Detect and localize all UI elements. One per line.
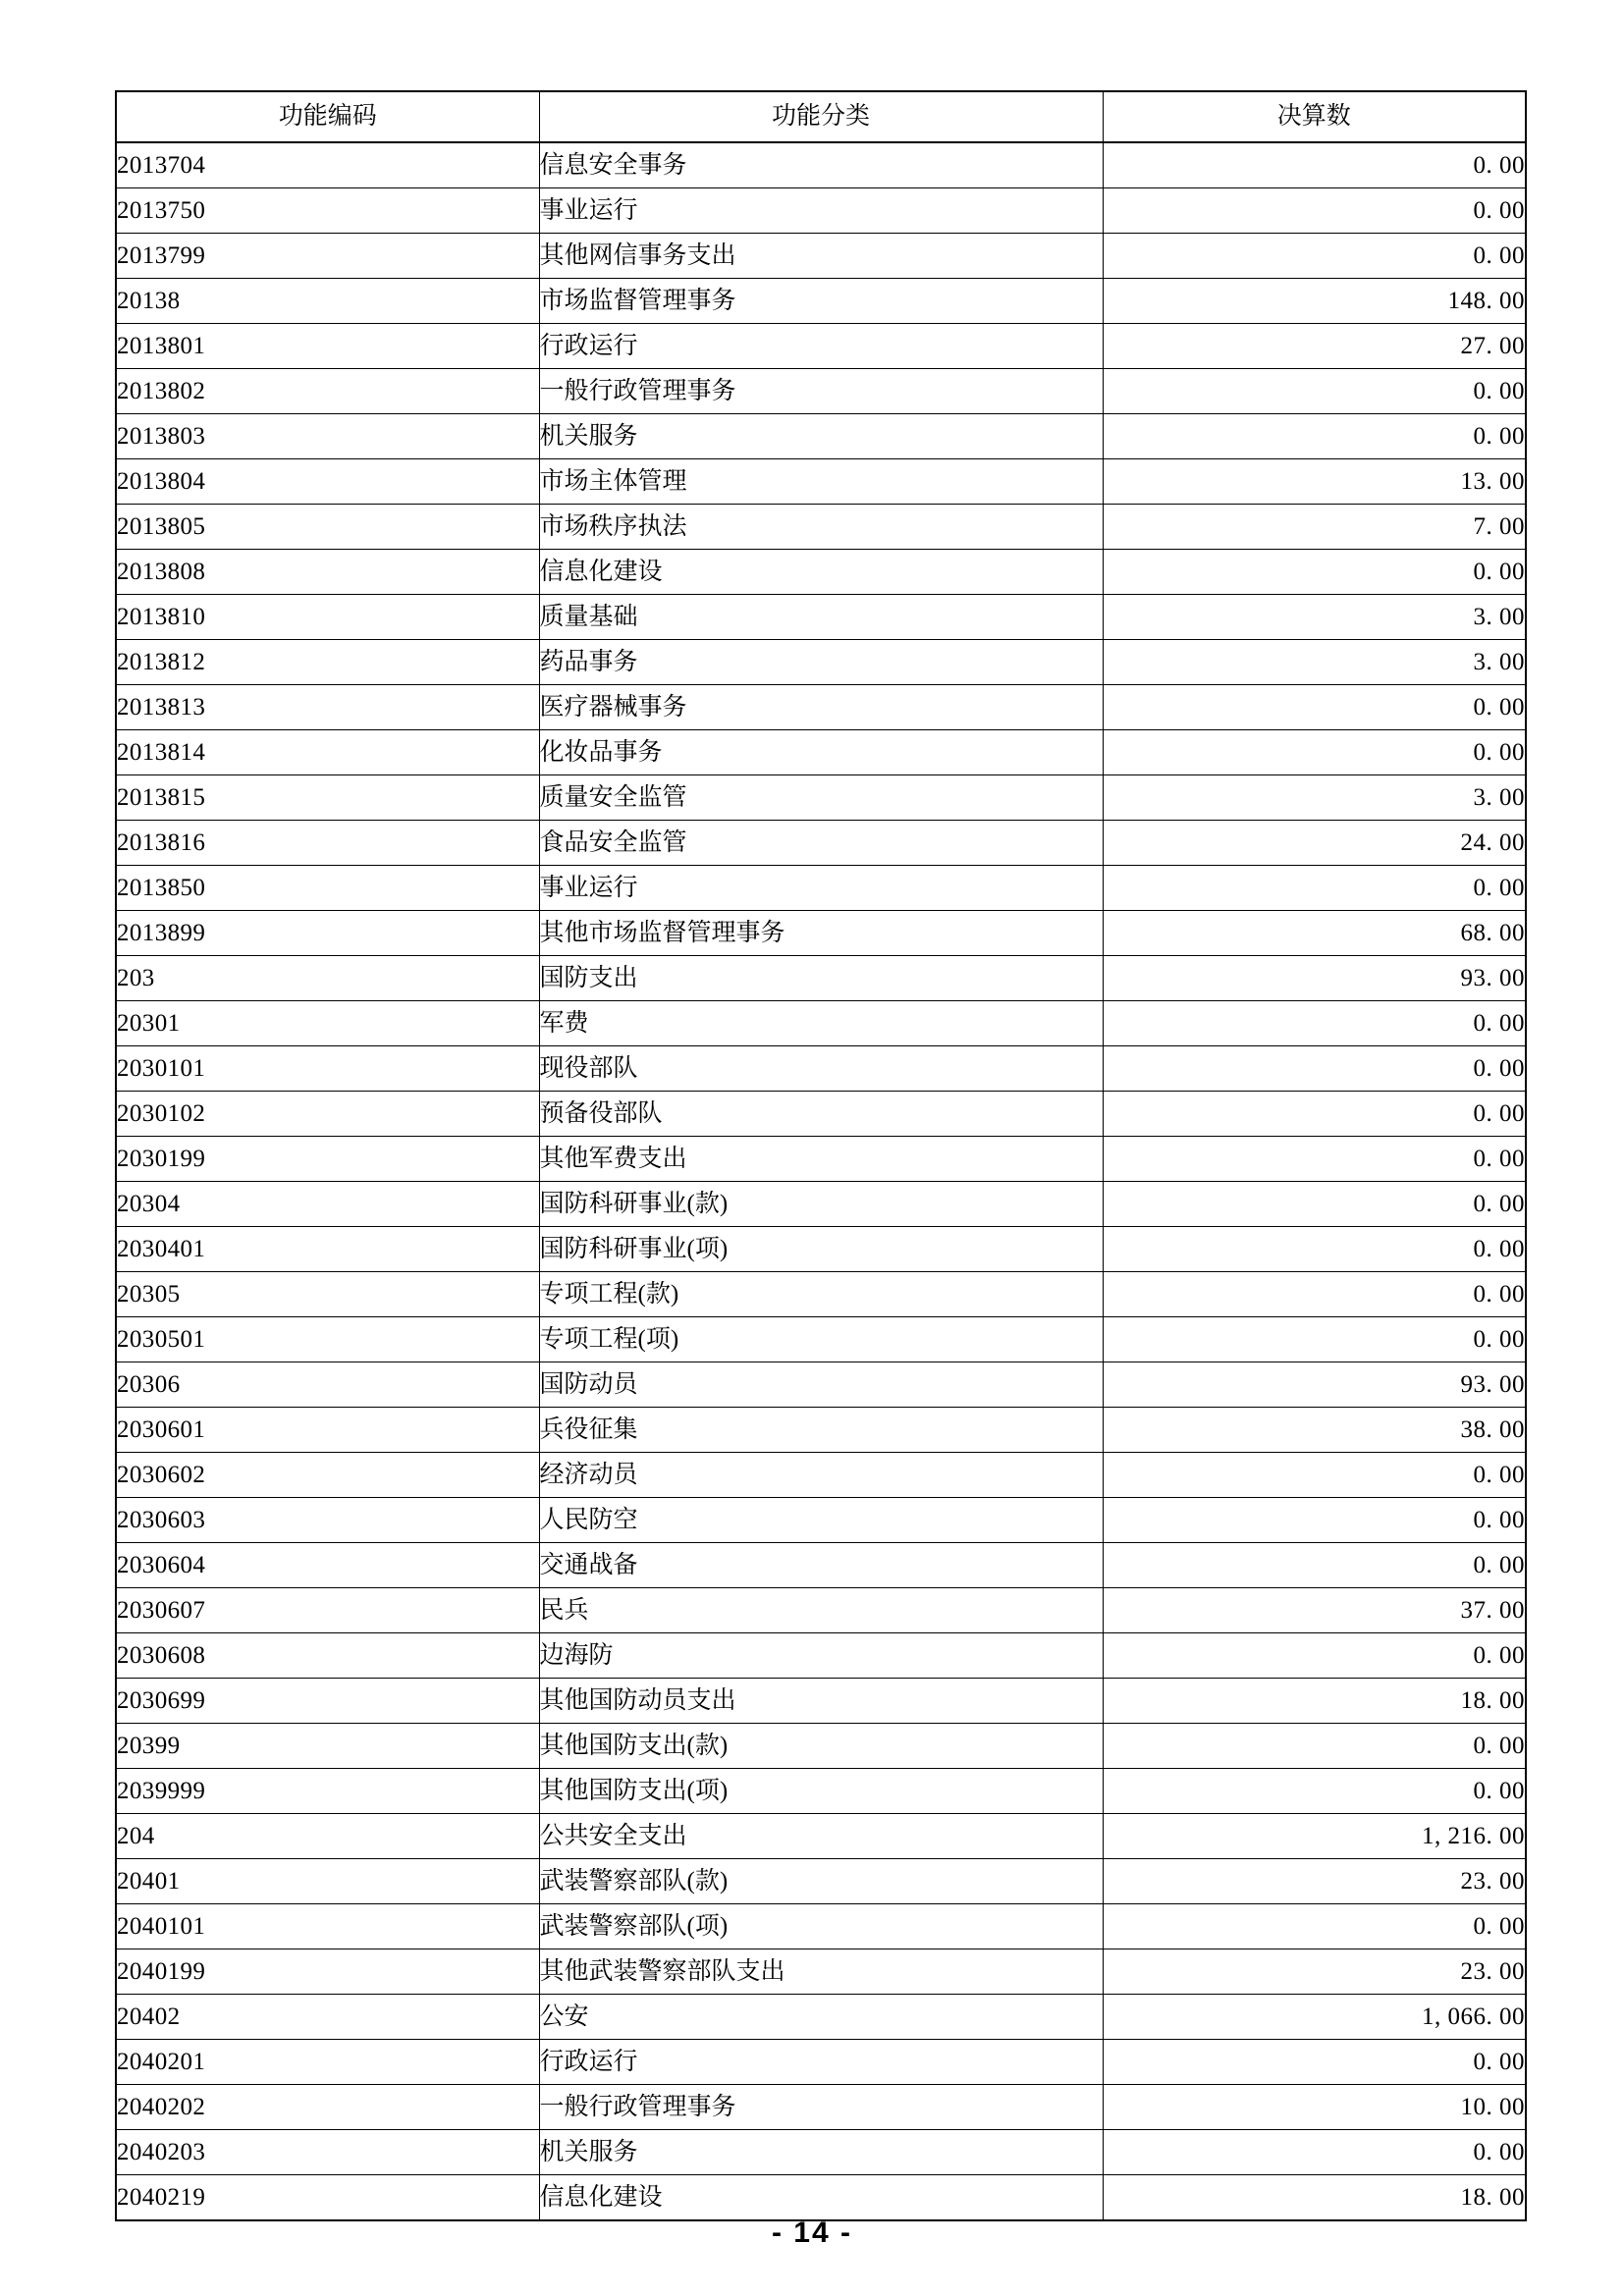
- cell-function-category: 其他国防动员支出: [539, 1679, 1103, 1724]
- cell-final-amount: [1103, 1182, 1526, 1227]
- cell-function-code: 2030608: [116, 1633, 539, 1679]
- final-amount-text: 0. 00: [1473, 1642, 1525, 1669]
- final-amount-text: 93. 00: [1460, 1371, 1525, 1398]
- table-header-row: [116, 91, 1526, 142]
- cell-final-amount: [1103, 1949, 1526, 1995]
- cell-final-amount: [1103, 1317, 1526, 1362]
- cell-function-category: 专项工程(项): [539, 1317, 1103, 1362]
- cell-final-amount: [1103, 369, 1526, 414]
- final-amount-text: 18. 00: [1460, 1687, 1525, 1714]
- cell-function-code: 2030699: [116, 1679, 539, 1724]
- final-amount-text: 0. 00: [1473, 423, 1525, 450]
- final-amount-text: 0. 00: [1473, 1552, 1525, 1578]
- cell-function-code: 203: [116, 956, 539, 1001]
- final-amount-text: 0. 00: [1473, 1055, 1525, 1082]
- cell-function-category: 预备役部队: [539, 1092, 1103, 1137]
- table-body: [116, 142, 1526, 2220]
- cell-function-code: 2013813: [116, 685, 539, 730]
- cell-final-amount: [1103, 505, 1526, 550]
- final-amount-text: 0. 00: [1473, 242, 1525, 269]
- cell-function-code: 20301: [116, 1001, 539, 1046]
- cell-function-category: 其他市场监督管理事务: [539, 911, 1103, 956]
- cell-function-category: 医疗器械事务: [539, 685, 1103, 730]
- final-amount-text: 1, 066. 00: [1422, 2003, 1525, 2030]
- budget-table-container: [115, 90, 1525, 2221]
- final-amount-text: 0. 00: [1473, 1913, 1525, 1940]
- cell-final-amount: [1103, 2175, 1526, 2221]
- table-row: [116, 1859, 1526, 1904]
- cell-final-amount: [1103, 550, 1526, 595]
- cell-function-category: 机关服务: [539, 2130, 1103, 2175]
- cell-final-amount: [1103, 279, 1526, 324]
- cell-function-category: 一般行政管理事务: [539, 369, 1103, 414]
- cell-function-code: 2013805: [116, 505, 539, 550]
- table-row: [116, 1137, 1526, 1182]
- final-amount-text: 10. 00: [1460, 2094, 1525, 2120]
- cell-final-amount: [1103, 1588, 1526, 1633]
- cell-function-code: 2013815: [116, 775, 539, 821]
- cell-function-category: 事业运行: [539, 866, 1103, 911]
- cell-function-category: 质量安全监管: [539, 775, 1103, 821]
- cell-final-amount: [1103, 1362, 1526, 1408]
- final-amount-text: 0. 00: [1473, 1733, 1525, 1759]
- cell-function-category: 其他国防支出(项): [539, 1769, 1103, 1814]
- cell-function-category: 市场主体管理: [539, 459, 1103, 505]
- cell-function-code: 2013808: [116, 550, 539, 595]
- column-header-function-code: [116, 91, 539, 142]
- table-row: [116, 188, 1526, 234]
- cell-final-amount: [1103, 1679, 1526, 1724]
- cell-function-category: 市场监督管理事务: [539, 279, 1103, 324]
- cell-function-category: 武装警察部队(项): [539, 1904, 1103, 1949]
- cell-function-category: 信息化建设: [539, 2175, 1103, 2221]
- cell-function-code: 2030501: [116, 1317, 539, 1362]
- cell-final-amount: [1103, 775, 1526, 821]
- table-row: [116, 1814, 1526, 1859]
- column-header-function-category-label: 功能分类: [771, 103, 870, 130]
- cell-function-code: 2040202: [116, 2085, 539, 2130]
- final-amount-text: 1, 216. 00: [1422, 1823, 1525, 1849]
- final-amount-text: 0. 00: [1473, 2049, 1525, 2075]
- final-amount-text: 0. 00: [1473, 559, 1525, 585]
- table-row: [116, 1272, 1526, 1317]
- final-amount-text: 0. 00: [1473, 1236, 1525, 1262]
- final-amount-text: 0. 00: [1473, 1100, 1525, 1127]
- table-row: [116, 2175, 1526, 2221]
- cell-final-amount: [1103, 234, 1526, 279]
- final-amount-text: 13. 00: [1460, 468, 1525, 495]
- table-row: [116, 369, 1526, 414]
- final-amount-text: 3. 00: [1473, 784, 1525, 811]
- table-row: [116, 279, 1526, 324]
- final-amount-text: 0. 00: [1473, 1507, 1525, 1533]
- table-row: [116, 1317, 1526, 1362]
- cell-function-category: 市场秩序执法: [539, 505, 1103, 550]
- table-row: [116, 1679, 1526, 1724]
- final-amount-text: 93. 00: [1460, 965, 1525, 991]
- table-row: [116, 1453, 1526, 1498]
- cell-function-code: 2030102: [116, 1092, 539, 1137]
- final-amount-text: 37. 00: [1460, 1597, 1525, 1624]
- cell-function-code: 2030603: [116, 1498, 539, 1543]
- table-row: [116, 1769, 1526, 1814]
- cell-final-amount: [1103, 821, 1526, 866]
- cell-function-code: 2030101: [116, 1046, 539, 1092]
- table-row: [116, 595, 1526, 640]
- column-header-final-amount-label: 决算数: [1276, 103, 1351, 130]
- final-amount-text: 7. 00: [1473, 513, 1525, 540]
- cell-function-category: 公共安全支出: [539, 1814, 1103, 1859]
- cell-function-category: 其他武装警察部队支出: [539, 1949, 1103, 1995]
- cell-function-code: 2013810: [116, 595, 539, 640]
- cell-function-category: 质量基础: [539, 595, 1103, 640]
- final-amount-text: 0. 00: [1473, 378, 1525, 404]
- cell-final-amount: [1103, 2130, 1526, 2175]
- final-amount-text: 0. 00: [1473, 875, 1525, 901]
- table-row: [116, 1498, 1526, 1543]
- cell-final-amount: [1103, 1001, 1526, 1046]
- table-row: [116, 414, 1526, 459]
- cell-final-amount: [1103, 414, 1526, 459]
- cell-function-code: 20138: [116, 279, 539, 324]
- table-row: [116, 2130, 1526, 2175]
- cell-function-code: 2030401: [116, 1227, 539, 1272]
- cell-final-amount: [1103, 1046, 1526, 1092]
- table-row: [116, 1227, 1526, 1272]
- cell-function-code: 2013704: [116, 142, 539, 188]
- cell-final-amount: [1103, 2085, 1526, 2130]
- cell-final-amount: [1103, 911, 1526, 956]
- cell-function-code: 2040201: [116, 2040, 539, 2085]
- cell-final-amount: [1103, 1272, 1526, 1317]
- cell-function-code: 2013816: [116, 821, 539, 866]
- cell-function-category: 化妆品事务: [539, 730, 1103, 775]
- cell-function-category: 食品安全监管: [539, 821, 1103, 866]
- table-row: [116, 2085, 1526, 2130]
- final-amount-text: 0. 00: [1473, 1010, 1525, 1037]
- table-row: [116, 1995, 1526, 2040]
- table-row: [116, 1724, 1526, 1769]
- cell-function-code: 20401: [116, 1859, 539, 1904]
- table-row: [116, 1362, 1526, 1408]
- cell-function-code: 20399: [116, 1724, 539, 1769]
- cell-function-category: 行政运行: [539, 2040, 1103, 2085]
- cell-function-code: 2039999: [116, 1769, 539, 1814]
- final-amount-text: 0. 00: [1473, 1191, 1525, 1217]
- table-row: [116, 459, 1526, 505]
- cell-final-amount: [1103, 1724, 1526, 1769]
- cell-function-code: 2040219: [116, 2175, 539, 2221]
- table-row: [116, 1182, 1526, 1227]
- final-amount-text: 148. 00: [1447, 288, 1525, 314]
- final-amount-text: 0. 00: [1473, 1326, 1525, 1353]
- final-amount-text: 0. 00: [1473, 694, 1525, 721]
- cell-final-amount: [1103, 1453, 1526, 1498]
- cell-function-category: 药品事务: [539, 640, 1103, 685]
- cell-final-amount: [1103, 1543, 1526, 1588]
- cell-function-category: 行政运行: [539, 324, 1103, 369]
- cell-final-amount: [1103, 2040, 1526, 2085]
- column-header-function-category: [539, 91, 1103, 142]
- cell-final-amount: [1103, 1408, 1526, 1453]
- cell-function-code: 2030604: [116, 1543, 539, 1588]
- table-row: [116, 911, 1526, 956]
- cell-function-category: 兵役征集: [539, 1408, 1103, 1453]
- cell-function-code: 2013801: [116, 324, 539, 369]
- cell-function-code: 2013899: [116, 911, 539, 956]
- cell-function-category: 国防科研事业(款): [539, 1182, 1103, 1227]
- cell-function-category: 国防动员: [539, 1362, 1103, 1408]
- table-row: [116, 956, 1526, 1001]
- cell-function-code: 2040199: [116, 1949, 539, 1995]
- cell-function-category: 其他军费支出: [539, 1137, 1103, 1182]
- final-amount-text: 0. 00: [1473, 152, 1525, 179]
- cell-function-code: 204: [116, 1814, 539, 1859]
- cell-function-category: 事业运行: [539, 188, 1103, 234]
- final-amount-text: 0. 00: [1473, 197, 1525, 224]
- final-amount-text: 27. 00: [1460, 333, 1525, 359]
- cell-final-amount: [1103, 866, 1526, 911]
- table-row: [116, 505, 1526, 550]
- table-row: [116, 821, 1526, 866]
- cell-function-category: 边海防: [539, 1633, 1103, 1679]
- cell-function-category: 武装警察部队(款): [539, 1859, 1103, 1904]
- table-row: [116, 1408, 1526, 1453]
- table-row: [116, 1543, 1526, 1588]
- cell-function-code: 2030601: [116, 1408, 539, 1453]
- final-amount-text: 0. 00: [1473, 1778, 1525, 1804]
- cell-function-code: 2030602: [116, 1453, 539, 1498]
- cell-function-code: 2013750: [116, 188, 539, 234]
- cell-function-code: 2040203: [116, 2130, 539, 2175]
- final-amount-text: 38. 00: [1460, 1416, 1525, 1443]
- cell-final-amount: [1103, 640, 1526, 685]
- final-amount-text: 3. 00: [1473, 649, 1525, 675]
- cell-function-category: 国防科研事业(项): [539, 1227, 1103, 1272]
- cell-final-amount: [1103, 730, 1526, 775]
- cell-function-code: 20306: [116, 1362, 539, 1408]
- cell-function-category: 专项工程(款): [539, 1272, 1103, 1317]
- cell-function-category: 一般行政管理事务: [539, 2085, 1103, 2130]
- cell-function-code: 20305: [116, 1272, 539, 1317]
- cell-function-code: 2040101: [116, 1904, 539, 1949]
- table-row: [116, 1633, 1526, 1679]
- cell-function-code: 20304: [116, 1182, 539, 1227]
- table-row: [116, 1949, 1526, 1995]
- cell-function-code: 2030607: [116, 1588, 539, 1633]
- table-row: [116, 1001, 1526, 1046]
- table-row: [116, 142, 1526, 188]
- table-row: [116, 1588, 1526, 1633]
- cell-function-category: 公安: [539, 1995, 1103, 2040]
- final-amount-text: 3. 00: [1473, 604, 1525, 630]
- cell-function-code: 2013802: [116, 369, 539, 414]
- cell-function-category: 人民防空: [539, 1498, 1103, 1543]
- cell-final-amount: [1103, 1498, 1526, 1543]
- cell-function-category: 交通战备: [539, 1543, 1103, 1588]
- cell-function-category: 其他网信事务支出: [539, 234, 1103, 279]
- cell-function-code: 2013812: [116, 640, 539, 685]
- final-amount-text: 24. 00: [1460, 829, 1525, 856]
- table-row: [116, 1046, 1526, 1092]
- table-row: [116, 2040, 1526, 2085]
- final-amount-text: 23. 00: [1460, 1868, 1525, 1895]
- cell-function-category: 经济动员: [539, 1453, 1103, 1498]
- final-amount-text: 23. 00: [1460, 1958, 1525, 1985]
- cell-function-category: 民兵: [539, 1588, 1103, 1633]
- cell-function-category: 机关服务: [539, 414, 1103, 459]
- final-amount-text: 68. 00: [1460, 920, 1525, 946]
- table-row: [116, 234, 1526, 279]
- cell-final-amount: [1103, 685, 1526, 730]
- final-amount-text: 0. 00: [1473, 739, 1525, 766]
- table-row: [116, 1904, 1526, 1949]
- table-row: [116, 1092, 1526, 1137]
- cell-function-code: 2013804: [116, 459, 539, 505]
- cell-function-code: 2013850: [116, 866, 539, 911]
- cell-final-amount: [1103, 595, 1526, 640]
- cell-final-amount: [1103, 1227, 1526, 1272]
- table-row: [116, 324, 1526, 369]
- cell-function-category: 信息安全事务: [539, 142, 1103, 188]
- cell-function-category: 信息化建设: [539, 550, 1103, 595]
- cell-final-amount: [1103, 956, 1526, 1001]
- column-header-function-code-label: 功能编码: [278, 103, 377, 130]
- cell-final-amount: [1103, 1137, 1526, 1182]
- table-row: [116, 866, 1526, 911]
- table-row: [116, 550, 1526, 595]
- cell-final-amount: [1103, 1092, 1526, 1137]
- cell-function-category: 其他国防支出(款): [539, 1724, 1103, 1769]
- final-amount-text: 0. 00: [1473, 2139, 1525, 2165]
- cell-function-code: 2013799: [116, 234, 539, 279]
- cell-final-amount: [1103, 459, 1526, 505]
- cell-final-amount: [1103, 324, 1526, 369]
- cell-function-code: 2013814: [116, 730, 539, 775]
- final-amount-text: 0. 00: [1473, 1462, 1525, 1488]
- functional-classification-table: [115, 90, 1527, 2221]
- column-header-final-amount: [1103, 91, 1526, 142]
- final-amount-text: 18. 00: [1460, 2184, 1525, 2211]
- cell-final-amount: [1103, 1859, 1526, 1904]
- cell-function-category: 军费: [539, 1001, 1103, 1046]
- cell-function-code: 2013803: [116, 414, 539, 459]
- final-amount-text: 0. 00: [1473, 1281, 1525, 1308]
- table-row: [116, 730, 1526, 775]
- cell-final-amount: [1103, 1633, 1526, 1679]
- cell-function-category: 现役部队: [539, 1046, 1103, 1092]
- cell-final-amount: [1103, 188, 1526, 234]
- cell-final-amount: [1103, 1904, 1526, 1949]
- table-header: [116, 91, 1526, 142]
- cell-final-amount: [1103, 1995, 1526, 2040]
- cell-function-category: 国防支出: [539, 956, 1103, 1001]
- final-amount-text: 0. 00: [1473, 1146, 1525, 1172]
- cell-final-amount: [1103, 1769, 1526, 1814]
- table-row: [116, 685, 1526, 730]
- page-number: - 14 -: [771, 2216, 853, 2249]
- table-row: [116, 640, 1526, 685]
- cell-function-code: 20402: [116, 1995, 539, 2040]
- cell-function-code: 2030199: [116, 1137, 539, 1182]
- cell-final-amount: [1103, 142, 1526, 188]
- table-row: [116, 775, 1526, 821]
- cell-final-amount: [1103, 1814, 1526, 1859]
